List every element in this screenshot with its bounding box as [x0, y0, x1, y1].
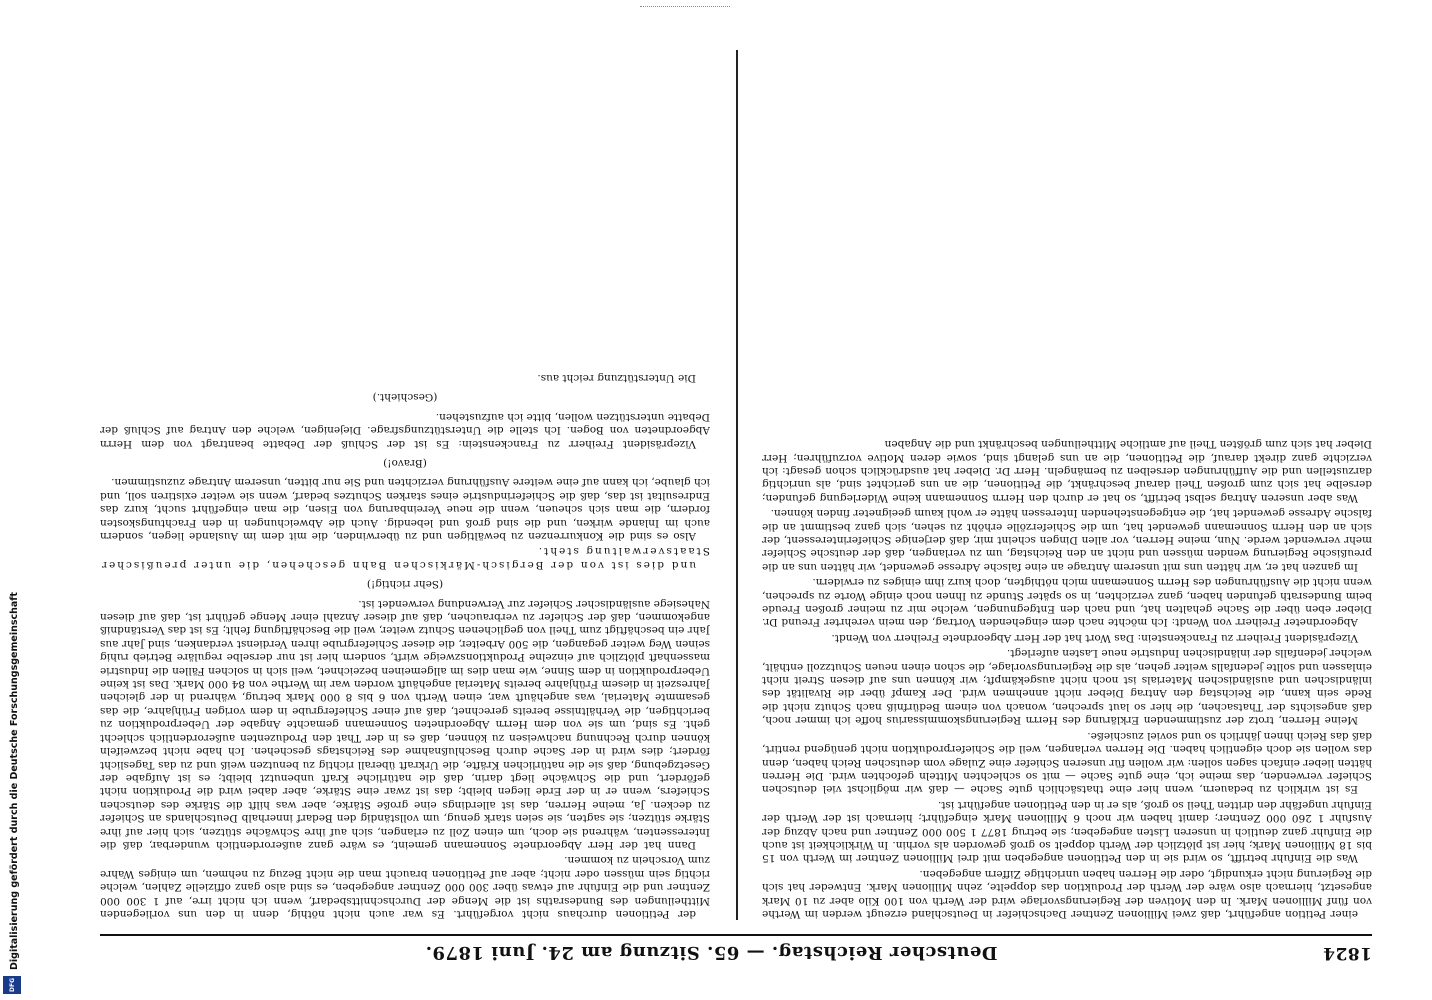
paragraph: Also es sind die Konkurrenzen zu bewältigen und zu überwinden, die mit dem im Auslande liegen, sondern auch im Inlande wirken, und die sind groß und lebendig. Auch die Abweichungen in den Frachtungskosten fordern, die man sich scheuen, wenn die neue Vereinbarung von Eisen, die man eingeführt sucht, kurz das Endresultat ist das, daß die Schieferindustrie eines starken Schutzes bedarf, wenn sie weiter existiren soll, und ich glaube, ich kann auf eine weitere Ausführung verzichten und Sie nur bitten, unserem Antrage zuzustimmen. — [100, 476, 710, 543]
speaker-paragraph: Vizepräsident Freiherr zu Franckenstein: Das Wort hat der Herr Abgeordnete Freiherr von Wendt. — [831, 631, 1358, 644]
bravo-note: (Bravo!) — [383, 457, 427, 469]
paragraph: der Petitionen durchaus nicht vorgeführt. Es war auch nicht nöthig, denn in den uns vorliegenden Mittheilungen des Bundesraths ist die Menge der Durchschnittsbedarf, wenn ich nicht irre, auf 1 300 000 Zentner und die Einfuhr auf etwas über 300 000 Zentner angegeben, es sind also ganz offizielle Zahlen, welche richtig sein müssen oder nicht; aber auf Petitionen braucht man die nicht Bezug zu nehmen, um einiges Wahre zum Vorschein zu kommen. — [100, 854, 710, 920]
applause-note: (Sehr richtig!) — [366, 578, 444, 591]
dfg-logo-icon: DFG — [3, 976, 21, 994]
paragraph: Dann hat der Herr Abgeordnete Sonnemann gemeint, es wäre ganz außerordentlich wunderbar, daß die Interessenten, während sie doch, um einen Zoll zu erlangen, sich auf ihre Schwäche stützen, sich hier auf ihre Stärke stützen; sie sagten, sie seien stark genug, um vollständig den Bedarf innerhalb Deutschlands an Schiefer zu decken. Ja, meine Herren, das ist allerdings eine große Stärke, aber was hilft die Stärke des deutschen Schiefers, wenn er in der Erde liegen bleibt; das ist zwar eine Stärke, aber dabei wird die Produktion nicht gefördert, und die Schwäche liegt darin, daß die natürliche Kraft unbenutzt bleibt; es ist Aufgabe der Gesetzgebung, daß sie die natürlichen Kräfte, die Urkraft überall richtig zu benutzen weiß und zu das Tageslicht fördert; dies wird in der Sache durch Beschlußnahme des Reichstags geschehen. Ich habe nicht bezweifeln können durch Rechnung nachweisen zu können, daß es in der That den Produzenten außerordentlich schlecht geht. Es sind, um sie von dem Herrn Abgeordneten Sonnemann gemachte Angabe der Ueberproduktion zu berichtigen, die Verhältnisse bereits gerechnet, daß auf einer Schiefergrube in dem vorigen Frühjahre, die das gesammte Material, was angehäuft war, einen Werth von 6 bis 8 000 Mark betrug, während in der gleichen Jahreszeit in diesem Frühjahre bereits Material angehäuft worden war im Werthe von 84 000 Mark. Das ist keine Ueberproduktion in dem Sinne, wie man dies im allgemeinen bezeichnet, weil sich in solchen Fällen die Industrie massenhaft plötzlich auf einzelne Produktionszweige wirft, sondern hier ist nur derselbe reguläre Betrieb ruhig seinen Weg weiter gegangen, die 500 Arbeiter, die dieser Schiefergrube ihren Verdienst verdanken, sind Jahr aus Jahr ein beschäftigt zum Theil von geglichenen Schutz weiter, weil die Beschäftigung fehlt; Es ist das Verständniß angekommen, daß der Schiefer zu verbrauchen, daß auf dieser Anzahl einer Menge geführt ist, daß auf diesen Nahesiege ausländischer Schiefer zur Verwendung verwendet ist. — [100, 597, 710, 851]
digitization-credit: Digitalisierung gefördert durch die Deutsche Forschungsgemeinschaft — [9, 592, 20, 970]
newspaper-page — [40, 0, 1432, 1000]
page-number: 1824 — [1322, 943, 1372, 963]
speaker-paragraph: Vizepräsident Freiherr zu Franckenstein: Es ist der Schluß der Debatte beantragt von dem Herrn Abgeordneten von Bogen. Ich stelle die Unterstützungsfrage. Diejenigen, welche den Antrag auf Schluß der Debatte unterstützen wollen, bitte ich aufzustehen. — [100, 410, 710, 450]
paragraph: Was die Einfuhr betrifft, so wird sie in den Petitionen angegeben mit drei Millionen Zentner im Werth von 15 bis 18 Millionen Mark; hier ist plötzlich der Werth doppelt so groß geworden als vorhin. In Wirklichkeit ist auch die Einfuhr ganz deutlich in unseren Listen angegeben; sie betrug 1877 1 500 000 Zentner und nach Abzug der Ausfuhr 1 260 000 Zentner; damit haben wir noch 6 Millionen Mark eingeführt; hiernach ist der Werth der Einfuhr ungefähr den dritten Theil so groß, als er in den Petitionen angeführt ist. — [762, 798, 1372, 865]
page-header — [100, 934, 1372, 970]
paragraph: Was aber unseren Antrag selbst betrifft, so hat er durch den Herrn Sonnemann keine Widerlegung gefunden; derselbe hat sich zum großen Theil darauf beschränkt, die Petitionen, die an uns gerichtet sind, als unrichtig darzustellen und die Aufführungen derselben zu bemängeln. Herr Dr. Dieber hat ausdrücklich schon gesagt: ich verzichte ganz direkt darauf, die Petitionen, die an uns gelangt sind, sowie deren Motive vorzuführen; Herr Dieber hat sich zum größten Theil auf amtliche Mittheilungen beschränkt und die Angaben — [762, 438, 1372, 504]
paragraph: einer Petition angeführt, daß zwei Millionen Zentner Dachschiefer in Deutschland erzeugt werden im Werthe von fünf Millionen Mark. In den Motiven der Regierungsvorlage wird der Werth von 100 Kilo aber zu 10 Mark angesetzt, hiernach also wäre der Werth der Produktion das doppelte, zehn Millionen Mark. Entweder hat sich die Regierung nicht erkundigt, oder die Herren haben unrichtige Ziffern angegeben. — [762, 867, 1372, 920]
paragraph: und dies ist von der Bergisch-Märkischen Bahn geschehen, die unter preußischer Staatsverwaltung steht. — [100, 545, 710, 571]
paragraph: Im ganzen hat er, wir hätten uns mit unserem Antrage an eine falsche Adresse gewendet, wir hätten uns an die preußische Regierung wenden müssen und nicht an den Reichstag, um zu verlangen, daß der deutsche Schiefer mehr verwendet werde. Nun, meine Herren, vor allen Dingen scheint mir, daß derjenige Schieferinteressent, der sich an den Herrn Sonnemann gewendet hat, um die Schieferzölle erhöht zu sehen, sich ganz bestimmt an die falsche Adresse gewendet hat, die entgegenstehenden Interessen hätte er wohl kaum geeigneter finden können. — [762, 507, 1372, 573]
paragraph: Abgeordneter Freiherr von Wendt: Ich möchte nach dem eingehenden Vortrag, den mein verehrter Freund Dr. Dieber eben über die Sache gehalten hat, und nach den Entgegnungen, welche mir zu meiner großen Freude beim Bundesrath gefunden haben, ganz verzichten, in so später Stunde zu Ihnen noch einige Worte zu sprechen, wenn nicht die Ausführungen des Herrn Sonnemann mich nöthigten, doch kurz ihm einiges zu erwidern. — [762, 576, 1372, 629]
page-title: Deutscher Reichstag. — 65. Sitzung am 24. Juni 1879. — [425, 942, 998, 964]
left-column — [762, 50, 1372, 920]
paragraph: Meine Herren, trotz der zustimmenden Erklärung des Herrn Regierungskommissarius hoffe ich immer noch, daß angesichts der Thatsachen, die hier so laut sprechen, wonach von einem Bedürfniß nach Schutz nicht die Rede sein kann, die Reichstag den Antrag Dieber nicht annehmen wird. Der Kampf über die Rivalität des inländischen und ausländischen Materials ist noch nicht ausgekämpft; wir können uns auf diesen Streit nicht einlassen und sollte jedenfalls weiter gehen, als die Regierungsvorlage, die schon einen neuen Schutzzoll enthält, welcher jedenfalls der inländischen Industrie neue Lasten auferlegt. — [762, 647, 1372, 727]
column-divider — [736, 50, 738, 920]
digitization-sidebar — [0, 0, 24, 1000]
right-column — [100, 50, 710, 920]
paragraph: Es ist wirklich zu bedauern, wenn hier eine thatsächlich gute Sache — daß wir möglichst viel deutschen Schiefer verwenden, das meine ich, eine gute Sache — mit so schlechten Mitteln gefochten wird. Die Herren hätten lieber einfach sagen sollen: wir wollen für unseren Schiefer eine Zulage vom deutschen Reich haben, denn das wollen sie doch eigentlich haben. Die Herren verlangen, weil die Schieferproduktion nicht genügend rentirt, daß das Reich ihnen jährlich so und soviel zuschieße. — [762, 729, 1372, 796]
action-note: (Geschieht.) — [372, 391, 438, 404]
closing-line: Die Unterstützung reicht aus. — [537, 371, 696, 384]
